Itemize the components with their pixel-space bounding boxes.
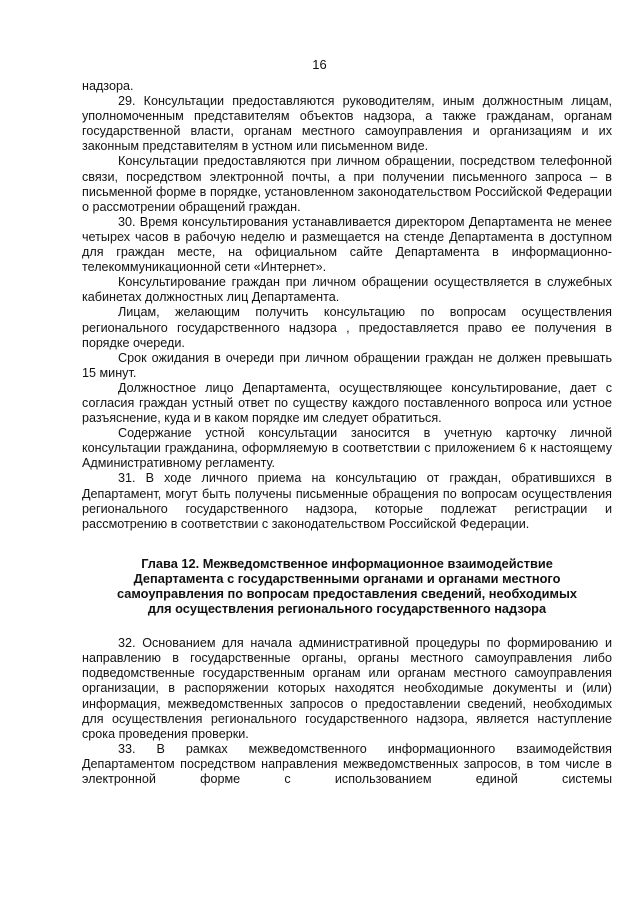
paragraph-33: 33. В рамках межведомственного информационного взаимодействия Департаментом посредством направления межведомственных запросов, в том числе в электронной форме с использованием единой системы <box>82 741 612 787</box>
chapter-heading-line: самоуправления по вопросам предоставления сведений, необходимых <box>116 586 577 601</box>
document-body <box>82 79 612 787</box>
page-number: 16 <box>312 57 327 72</box>
paragraph-30: 30. Время консультирования устанавливается директором Департамента не менее четырех часов в рабочую неделю и размещается на стенде Департамента в доступном для граждан месте, на официальном сайте Департамента в информационно-телекоммуникационной сети «Интернет». <box>82 214 612 275</box>
paragraph-32: 32. Основанием для начала административной процедуры по формированию и направлению в государственные органы, органы местного самоуправления либо подведомственные государственным органам или органам местного самоуправления организации, в распоряжении которых находятся необходимые документы и (или) информация, межведомственных запросов о предоставлении сведений, необходимых для осуществления регионального государственного надзора, является наступление срока проведения проверки. <box>82 636 612 741</box>
chapter-heading-line: Глава 12. Межведомственное информационное взаимодействие <box>141 555 553 571</box>
paragraph: надзора. <box>82 79 134 93</box>
paragraph: Содержание устной консультации заносится в учетную карточку личной консультации гражданина, оформляемую в соответствии с приложением 6 к настоящему Административному регламенту. <box>82 426 612 471</box>
paragraph-31: 31. В ходе личного приема на консультацию от граждан, обратившихся в Департамент, могут быть получены письменные обращения по вопросам осуществления регионального государственного надзора, которые подлежат регистрации и рассмотрению в соответствии с законодательством Российской Федерации. <box>82 471 612 531</box>
paragraph-29: 29. Консультации предоставляются руководителям, иным должностным лицам, уполномоченным представителям объектов надзора, а также гражданам, органам государственной власти, органам местного самоуправления и организациям и их законным представителям в устном или письменном виде. <box>82 94 612 154</box>
paragraph: Консультирование граждан при личном обращении осуществляется в служебных кабинетах должностных лиц Департамента. <box>82 275 612 305</box>
chapter-heading-line: Департамента с государственными органами и органами местного <box>133 570 561 586</box>
paragraph: Лицам, желающим получить консультацию по вопросам осуществления регионального государственного надзора , предоставляется право ее получения в порядке очереди. <box>82 305 612 350</box>
chapter-heading <box>82 556 612 616</box>
chapter-heading-line: для осуществления регионального государственного надзора <box>147 601 547 617</box>
paragraph: Срок ожидания в очереди при личном обращении граждан не должен превышать 15 минут. <box>82 350 612 380</box>
paragraph: Должностное лицо Департамента, осуществляющее консультирование, дает с согласия граждан устный ответ по существу каждого поставленного вопроса или устное разъяснение, куда и в каком порядке им следует обратиться. <box>82 380 612 426</box>
paragraph: Консультации предоставляются при личном обращении, посредством телефонной связи, посредством электронной почты, а при получении письменного запроса – в письменной форме в порядке, установленном законодательством Российской Федерации о рассмотрении обращений граждан. <box>82 154 612 214</box>
